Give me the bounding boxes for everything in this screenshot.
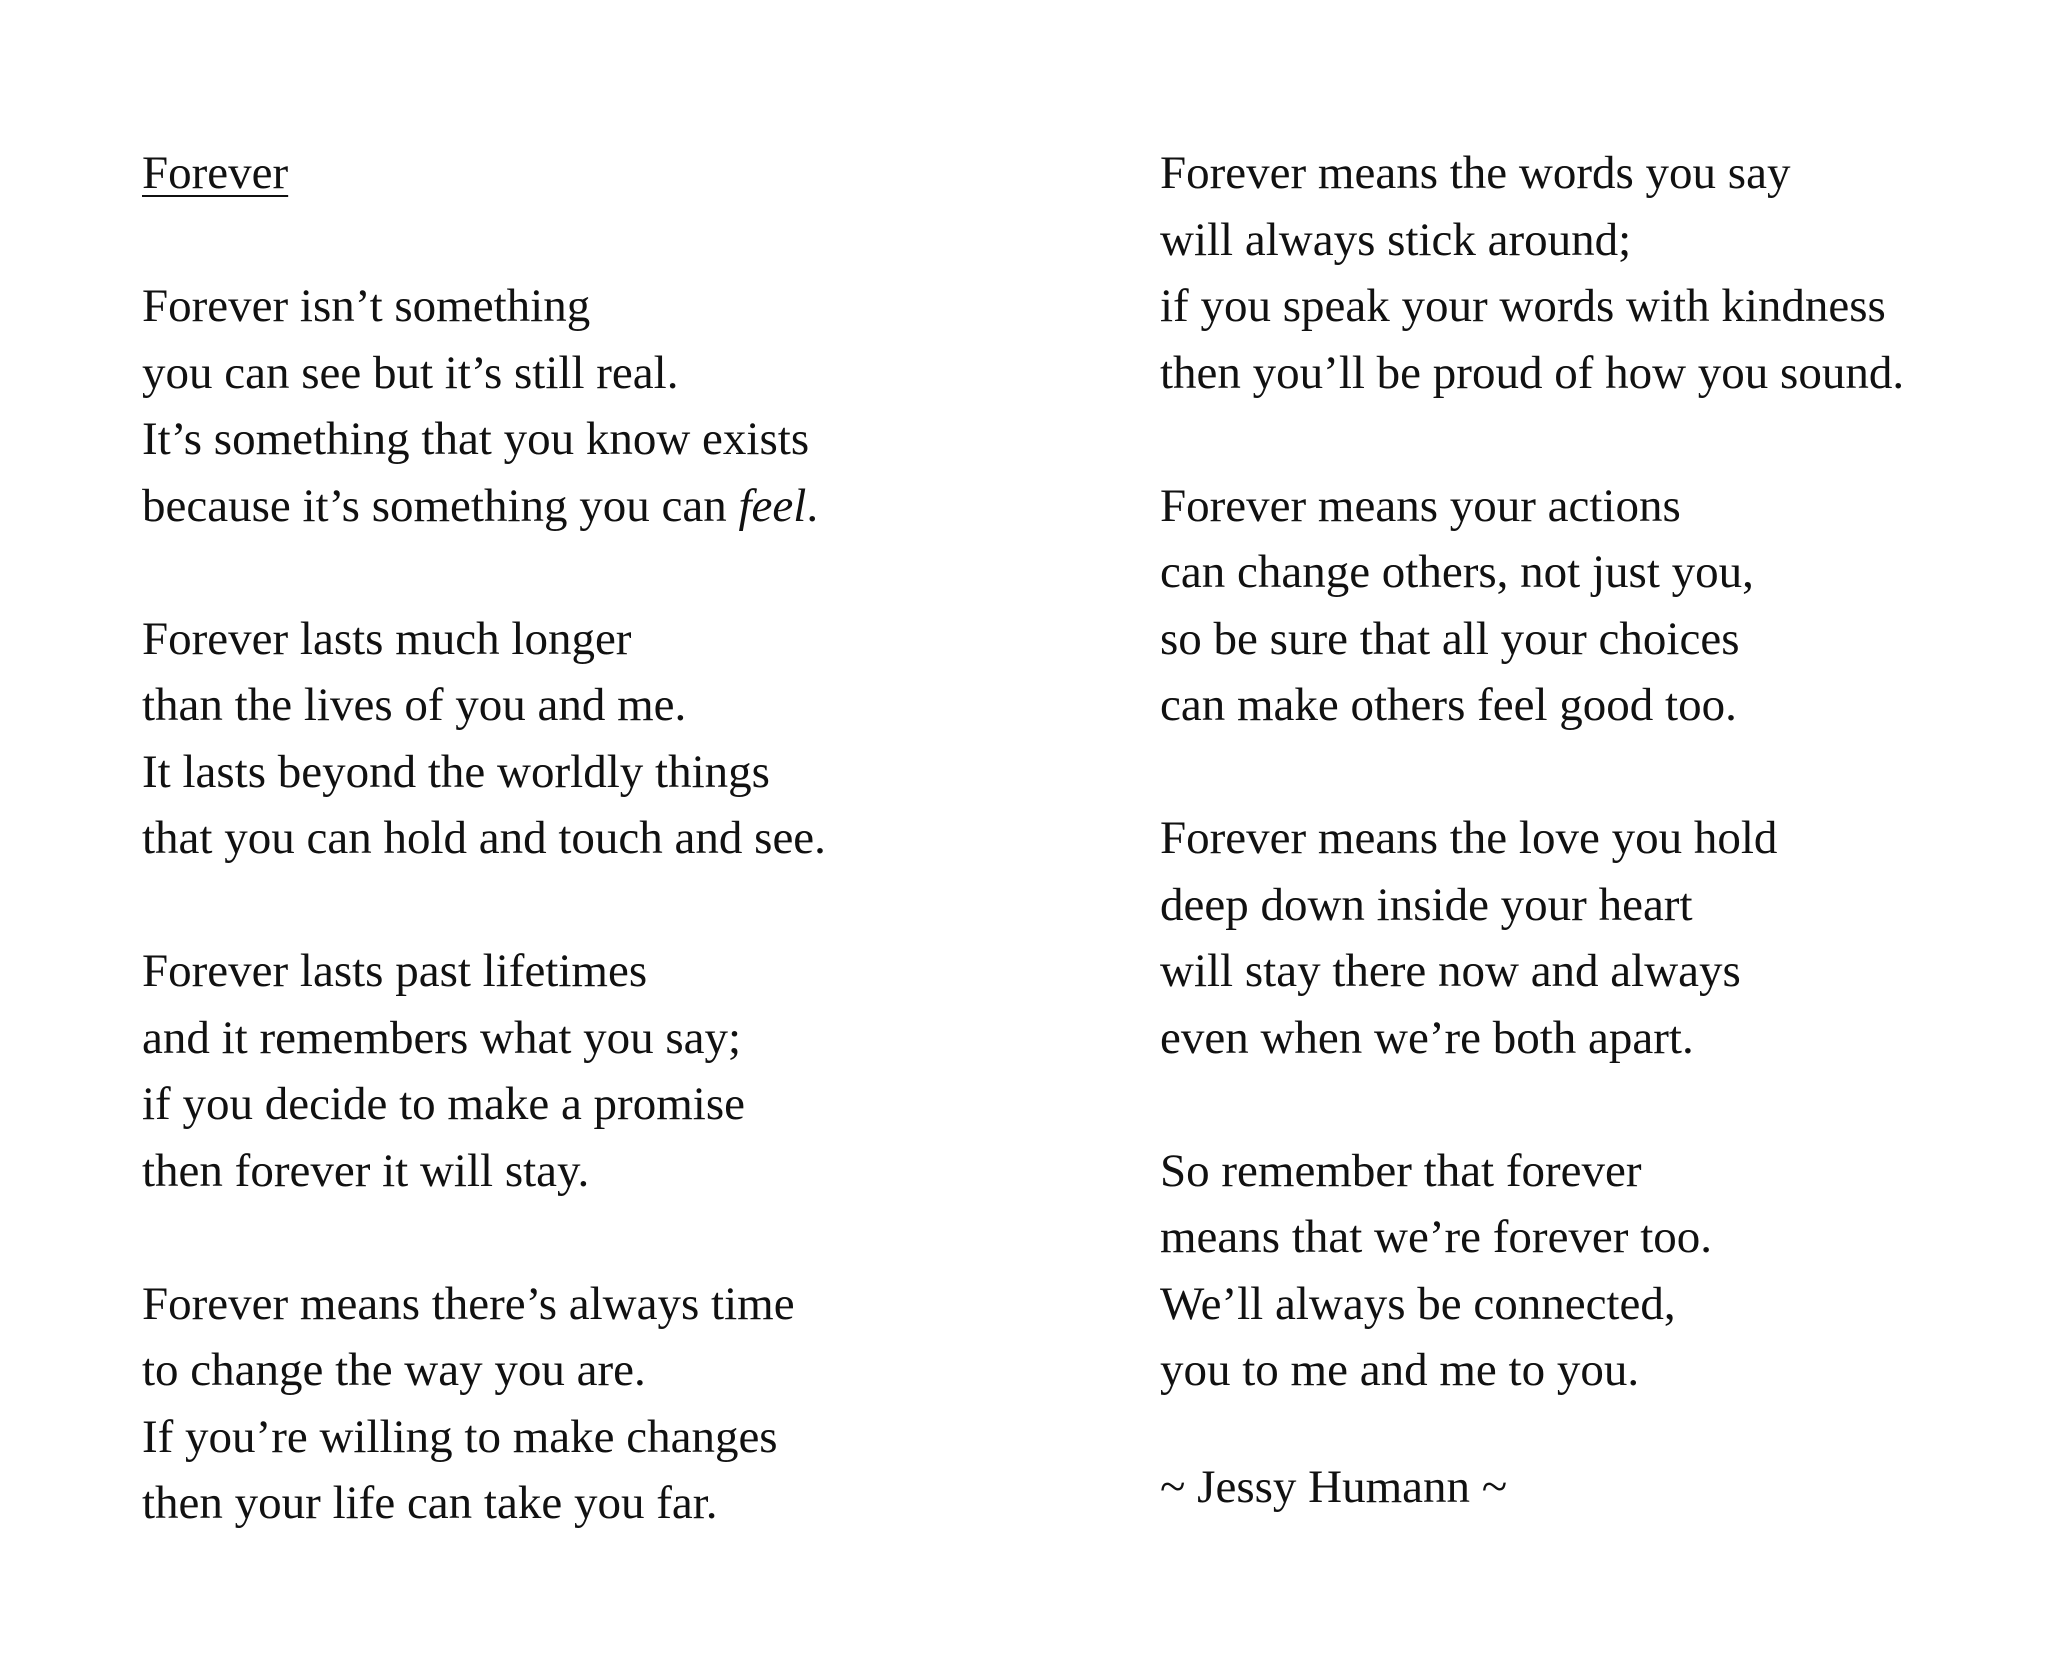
stanza-gap bbox=[142, 207, 1042, 274]
poem-line-punctuation: . bbox=[806, 479, 819, 532]
poem-line: and it remembers what you say; bbox=[142, 1011, 742, 1064]
poem-line: Forever lasts much longer bbox=[142, 612, 632, 665]
stanza-gap bbox=[1160, 406, 2040, 473]
poem-line: if you speak your words with kindness bbox=[1160, 280, 1886, 332]
emphasized-word: feel bbox=[738, 479, 807, 532]
stanza-7 bbox=[1160, 805, 2040, 1071]
poem-line-text: because it’s something you can bbox=[142, 479, 739, 532]
stanza-6 bbox=[1160, 473, 2040, 739]
poem-line: you can see but it’s still real. bbox=[142, 346, 679, 399]
stanza-gap bbox=[1160, 739, 2040, 806]
poem-line: It lasts beyond the worldly things bbox=[142, 745, 770, 798]
poem-line: Forever means your actions bbox=[1160, 479, 1681, 532]
poem-line: to change the way you are. bbox=[142, 1344, 646, 1396]
poem-line: If you’re willing to make changes bbox=[142, 1410, 778, 1463]
poem-line: so be sure that all your choices bbox=[1160, 612, 1740, 665]
poem-line: can make others feel good too. bbox=[1160, 679, 1737, 731]
stanza-5 bbox=[1160, 140, 2040, 406]
stanza-gap bbox=[142, 872, 1042, 939]
poem-line: Forever means the words you say bbox=[1160, 147, 1791, 199]
poem-line: if you decide to make a promise bbox=[142, 1078, 745, 1130]
stanza-2 bbox=[142, 606, 1042, 872]
stanza-gap bbox=[1160, 1071, 2040, 1138]
poem-line: then your life can take you far. bbox=[142, 1477, 718, 1529]
poem-title: Forever bbox=[142, 147, 289, 199]
poem-left-column bbox=[142, 140, 1042, 1537]
poem-line: then you’ll be proud of how you sound. bbox=[1160, 346, 1905, 399]
stanza-gap bbox=[142, 539, 1042, 606]
poem-line: means that we’re forever too. bbox=[1160, 1211, 1712, 1263]
poem-line: that you can hold and touch and see. bbox=[142, 812, 826, 864]
poem-line: Forever lasts past lifetimes bbox=[142, 945, 648, 997]
poem-signature: ~ Jessy Humann ~ bbox=[1160, 1460, 1508, 1513]
poem-line: even when we’re both apart. bbox=[1160, 1011, 1694, 1064]
stanza-1 bbox=[142, 273, 1042, 539]
stanza-gap bbox=[142, 1204, 1042, 1271]
poem-right-column bbox=[1160, 140, 2040, 1520]
poem-line: deep down inside your heart bbox=[1160, 878, 1693, 931]
poem-line: will stay there now and always bbox=[1160, 945, 1741, 997]
stanza-3 bbox=[142, 938, 1042, 1204]
poem-line: Forever means the love you hold bbox=[1160, 812, 1778, 864]
poem-line bbox=[142, 473, 1042, 540]
poem-line: Forever means there’s always time bbox=[142, 1277, 795, 1330]
stanza-8 bbox=[1160, 1138, 2040, 1404]
poem-line: then forever it will stay. bbox=[142, 1144, 590, 1197]
poem-line: Forever isn’t something bbox=[142, 280, 591, 332]
poem-line: will always stick around; bbox=[1160, 213, 1632, 266]
stanza-4 bbox=[142, 1271, 1042, 1537]
poem-line: So remember that forever bbox=[1160, 1144, 1642, 1197]
poem-line: than the lives of you and me. bbox=[142, 679, 687, 731]
poem-line: It’s something that you know exists bbox=[142, 413, 810, 465]
poem-line: you to me and me to you. bbox=[1160, 1344, 1640, 1396]
poem-title-line bbox=[142, 140, 1042, 207]
poem-line: We’ll always be connected, bbox=[1160, 1277, 1676, 1330]
poem-line: can change others, not just you, bbox=[1160, 546, 1754, 598]
